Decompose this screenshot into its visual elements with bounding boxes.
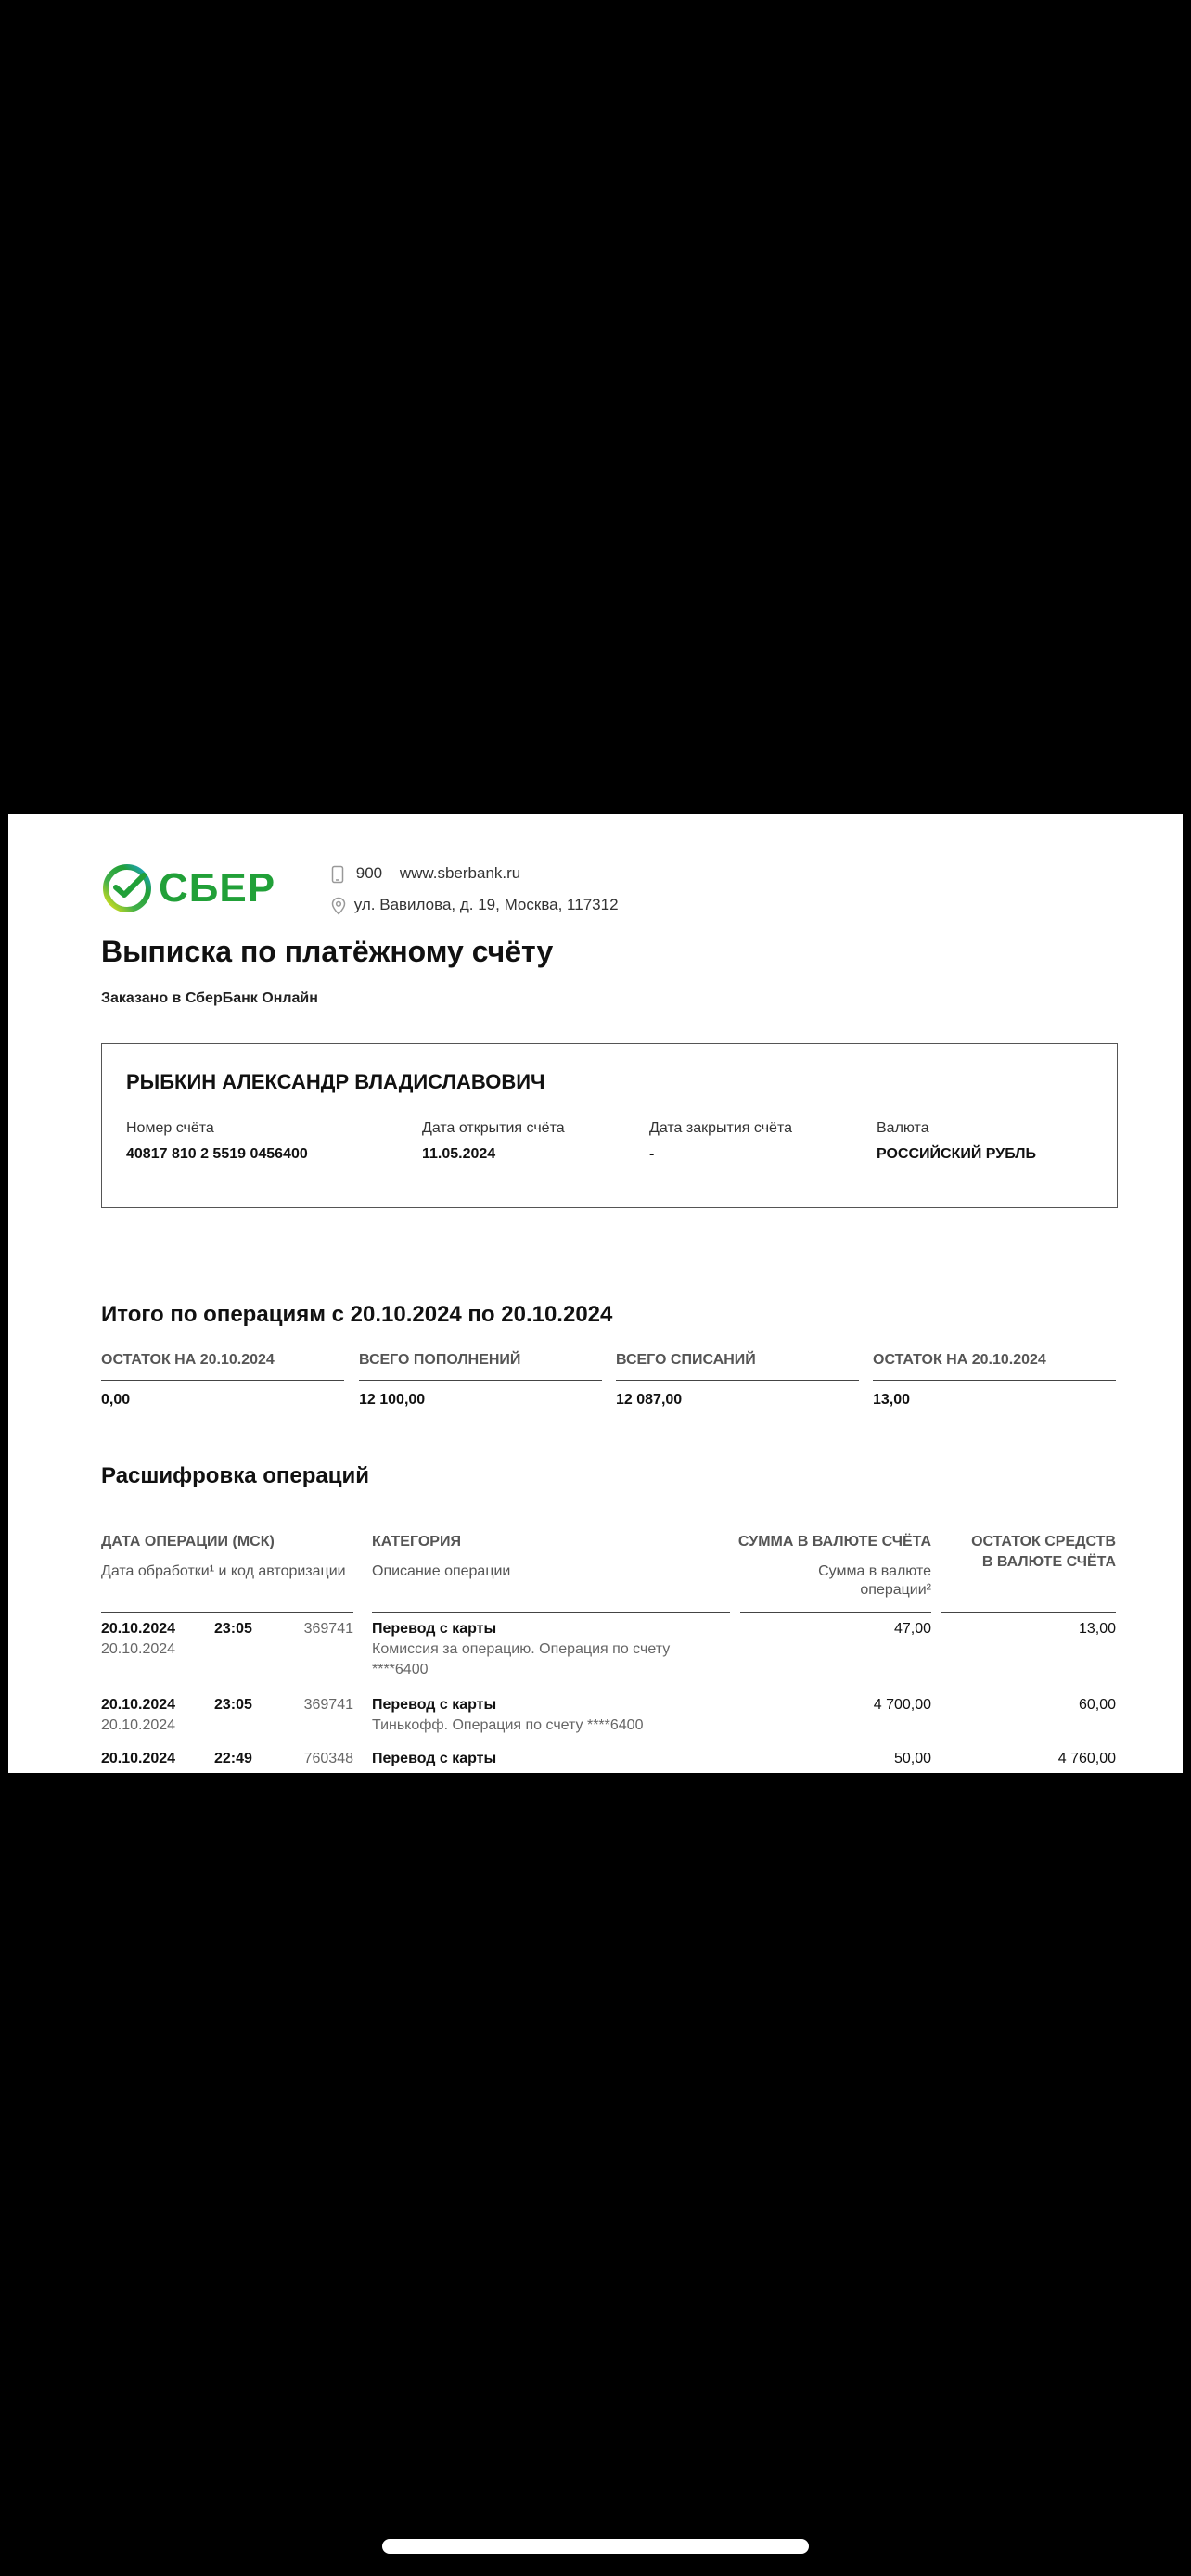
row-time: 23:05 — [214, 1697, 252, 1713]
row-time: 22:49 — [214, 1751, 252, 1766]
summary-label: ВСЕГО СПИСАНИЙ — [616, 1352, 859, 1381]
operations-title: Расшифровка операций — [101, 1463, 370, 1488]
row-proc-date: 20.10.2024 — [101, 1641, 176, 1657]
header-balance-1: ОСТАТОК СРЕДСТВ — [971, 1534, 1116, 1549]
row-amount: 47,00 — [893, 1621, 931, 1637]
row-time: 23:05 — [214, 1621, 252, 1637]
header-rule — [372, 1612, 730, 1613]
currency-label: Валюта — [877, 1120, 929, 1136]
summary-value: 12 087,00 — [616, 1392, 683, 1408]
close-date-label: Дата закрытия счёта — [649, 1120, 792, 1136]
website-link[interactable]: www.sberbank.ru — [399, 864, 521, 882]
header-amount: СУММА В ВАЛЮТЕ СЧЁТА — [737, 1534, 931, 1549]
row-auth-code: 760348 — [303, 1751, 353, 1766]
summary-value: 13,00 — [873, 1392, 911, 1408]
row-date: 20.10.2024 — [101, 1751, 176, 1766]
page-title: Выписка по платёжному счёту — [101, 935, 554, 968]
header-category-sub: Описание операции — [372, 1563, 511, 1579]
phone-icon — [331, 865, 344, 884]
account-number-block — [126, 1120, 308, 1163]
row-category: Перевод с карты — [372, 1621, 497, 1637]
header-date: ДАТА ОПЕРАЦИИ (МСК) — [101, 1534, 275, 1549]
contact-line-2 — [331, 896, 619, 915]
currency-value: РОССИЙСКИЙ РУБЛЬ — [877, 1146, 1037, 1162]
summary-label: ОСТАТОК НА 20.10.2024 — [101, 1352, 344, 1381]
row-proc-date: 20.10.2024 — [101, 1717, 176, 1733]
open-date-value: 11.05.2024 — [422, 1146, 496, 1162]
row-balance: 13,00 — [1078, 1621, 1116, 1637]
close-date-block — [649, 1120, 792, 1163]
summary-value: 0,00 — [101, 1392, 131, 1408]
summary-title: Итого по операциям с 20.10.2024 по 20.10.2024 — [101, 1302, 613, 1327]
row-category: Перевод с карты — [372, 1751, 497, 1766]
summary-total-expense — [616, 1352, 859, 1409]
statement-page — [8, 814, 1183, 1773]
summary-label: ВСЕГО ПОПОЛНЕНИЙ — [359, 1352, 602, 1381]
summary-value: 12 100,00 — [359, 1392, 426, 1408]
row-category: Перевод с карты — [372, 1697, 497, 1713]
header-category: КАТЕГОРИЯ — [372, 1534, 461, 1549]
contact-line-1 — [331, 864, 520, 884]
account-number-label: Номер счёта — [126, 1120, 214, 1136]
header-rule — [101, 1612, 353, 1613]
row-balance: 60,00 — [1078, 1697, 1116, 1713]
location-pin-icon — [331, 897, 346, 915]
open-date-block — [422, 1120, 565, 1163]
row-balance: 4 760,00 — [1057, 1751, 1116, 1766]
row-auth-code: 369741 — [303, 1697, 353, 1713]
header-balance-2: В ВАЛЮТЕ СЧЁТА — [981, 1554, 1116, 1570]
header-amount-sub-2: операции² — [860, 1582, 931, 1598]
summary-label: ОСТАТОК НА 20.10.2024 — [873, 1352, 1116, 1381]
open-date-label: Дата открытия счёта — [422, 1120, 565, 1136]
summary-opening-balance — [101, 1352, 344, 1409]
close-date-value: - — [649, 1146, 655, 1162]
row-description: Комиссия за операцию. Операция по счету — [372, 1641, 671, 1657]
sber-logo-icon — [101, 862, 153, 914]
row-description: Тинькофф. Операция по счету ****6400 — [372, 1717, 644, 1733]
row-description-cont: ****6400 — [372, 1662, 429, 1677]
account-info-box — [101, 1043, 1118, 1208]
row-amount: 4 700,00 — [873, 1697, 931, 1713]
summary-closing-balance — [873, 1352, 1116, 1409]
header-rule — [941, 1612, 1116, 1613]
account-number-value: 40817 810 2 5519 0456400 — [126, 1146, 308, 1162]
currency-block — [877, 1120, 1036, 1163]
summary-total-income — [359, 1352, 602, 1409]
brand-name: СБЕР — [159, 865, 276, 911]
row-amount: 50,00 — [893, 1751, 931, 1766]
row-auth-code: 369741 — [303, 1621, 353, 1637]
phone-number[interactable]: 900 — [355, 864, 383, 882]
bank-address: ул. Вавилова, д. 19, Москва, 117312 — [353, 896, 619, 913]
row-date: 20.10.2024 — [101, 1697, 176, 1713]
header-amount-sub-1: Сумма в валюте — [818, 1563, 931, 1579]
page-subtitle: Заказано в СберБанк Онлайн — [101, 990, 318, 1006]
home-indicator[interactable] — [382, 2539, 809, 2554]
row-date: 20.10.2024 — [101, 1621, 176, 1637]
account-holder-name: РЫБКИН АЛЕКСАНДР ВЛАДИСЛАВОВИЧ — [126, 1070, 545, 1093]
header-rule — [740, 1612, 931, 1613]
header-date-sub: Дата обработки¹ и код авторизации — [101, 1563, 346, 1579]
